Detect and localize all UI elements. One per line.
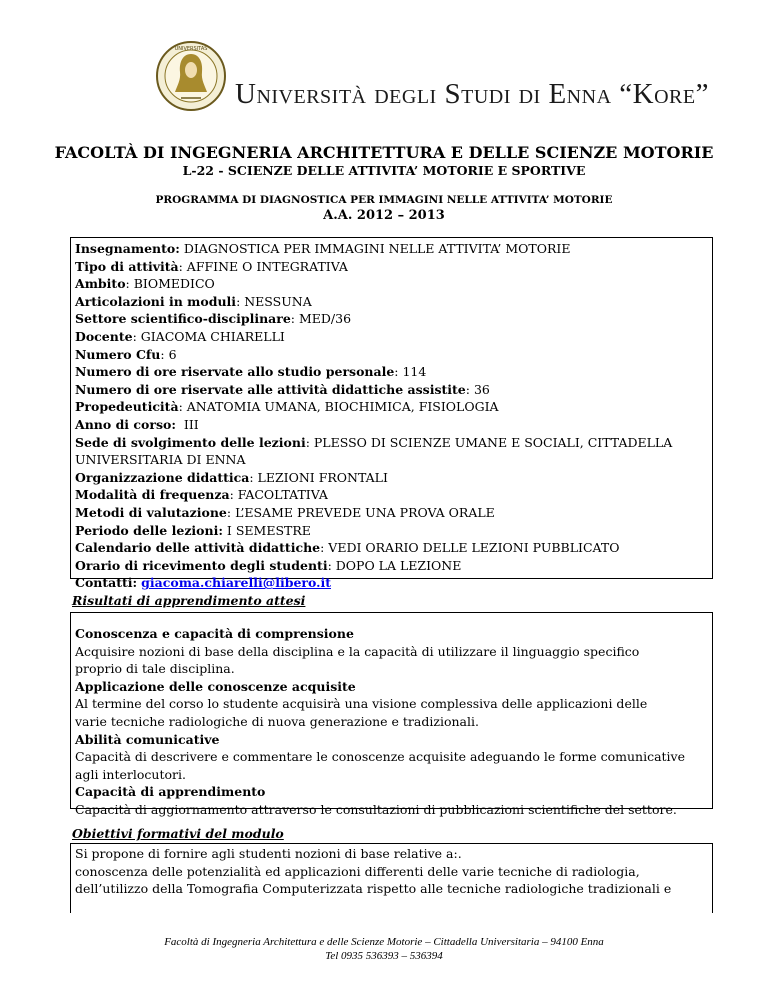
info-value: : FACOLTATIVA <box>229 487 328 503</box>
results-text: Al termine del corso lo studente acquisirà una visione complessiva delle applicazioni delle <box>75 696 648 712</box>
info-value: III <box>175 416 199 432</box>
results-subheading: Conoscenza e capacità di comprensione <box>75 626 354 641</box>
info-row <box>75 416 708 434</box>
info-row <box>75 504 708 522</box>
contacts-line <box>75 574 708 592</box>
course-info-box <box>70 237 713 591</box>
results-subheading: Applicazione delle conoscenze acquisite <box>75 678 356 694</box>
info-row <box>75 557 708 575</box>
info-label: Ambito <box>75 276 126 292</box>
info-value: : PLESSO DI SCIENZE UMANE E SOCIALI, CITTADELLA <box>305 434 673 450</box>
info-row <box>75 522 708 540</box>
course-subtitle: L-22 - SCIENZE DELLE ATTIVITA’ MOTORIE E SPORTIVE <box>182 163 586 178</box>
info-label: Tipo di attività <box>75 258 179 274</box>
info-row <box>75 363 708 381</box>
info-value: UNIVERSITARIA DI ENNA <box>75 452 246 468</box>
results-section-title: Risultati di apprendimento attesi <box>72 593 306 608</box>
results-subheading: Abilità comunicative <box>75 731 220 747</box>
footer-address: Facoltà di Ingegneria Architettura e delle Scienze Motorie – Cittadella Universitaria – 94100 Enna <box>164 936 604 948</box>
info-value: : MED/36 <box>290 311 352 327</box>
info-label: Settore scientifico-disciplinare <box>75 311 291 327</box>
letterhead <box>0 0 768 140</box>
objectives-text: Si propone di fornire agli studenti nozioni di base relative a:. <box>75 846 462 861</box>
svg-text:UNIVERSITAS: UNIVERSITAS <box>174 46 208 52</box>
info-row <box>75 240 708 258</box>
info-row <box>75 539 708 557</box>
info-label: Calendario delle attività didattiche <box>75 540 321 556</box>
info-label: Sede di svolgimento delle lezioni <box>75 434 306 450</box>
results-list <box>75 625 708 819</box>
info-label: Propedeuticità <box>75 399 179 415</box>
info-label: Numero Cfu <box>75 346 161 362</box>
info-row <box>75 434 708 452</box>
info-value: : 114 <box>394 364 427 380</box>
info-value: : 6 <box>160 346 177 362</box>
results-text: Capacità di aggiornamento attraverso le consultazioni di pubblicazioni scientifiche del settore. <box>75 801 677 817</box>
info-label: Orario di ricevimento degli studenti <box>75 557 328 573</box>
objectives-text: dell’utilizzo della Tomografia Computerizzata rispetto alle tecniche radiologiche tradizionali e <box>75 881 672 897</box>
results-text: proprio di tale disciplina. <box>75 661 235 677</box>
info-value: : AFFINE O INTEGRATIVA <box>178 258 348 274</box>
info-label: Docente <box>75 328 133 344</box>
info-value: DIAGNOSTICA PER IMMAGINI NELLE ATTIVITA’ MOTORIE <box>179 241 571 256</box>
info-row <box>75 398 708 416</box>
info-row <box>75 275 708 293</box>
footer-phone: Tel 0935 536393 – 536394 <box>325 950 443 962</box>
info-label: Articolazioni in moduli <box>75 293 237 309</box>
info-label: Numero di ore riservate alle attività didattiche assistite <box>75 381 466 397</box>
info-value: : NESSUNA <box>236 293 312 309</box>
results-text: agli interlocutori. <box>75 766 186 782</box>
info-row <box>75 381 708 399</box>
info-label: Modalità di frequenza <box>75 487 230 503</box>
info-value: : LEZIONI FRONTALI <box>249 469 388 485</box>
info-value: : DOPO LA LEZIONE <box>327 557 462 573</box>
info-value: I SEMESTRE <box>222 522 311 538</box>
info-value: : ANATOMIA UMANA, BIOCHIMICA, FISIOLOGIA <box>178 399 499 415</box>
programme-title: PROGRAMMA DI DIAGNOSTICA PER IMMAGINI NELLE ATTIVITA’ MOTORIE <box>155 194 613 206</box>
objectives-text: conoscenza delle potenzialità ed applicazioni differenti delle varie tecniche di radiologia, <box>75 863 640 879</box>
info-row <box>75 346 708 364</box>
results-text: Acquisire nozioni di base della disciplina e la capacità di utilizzare il linguaggio specifico <box>75 643 640 659</box>
results-subheading: Capacità di apprendimento <box>75 784 266 800</box>
academic-year: A.A. 2012 – 2013 <box>323 208 445 223</box>
info-label: Insegnamento: <box>75 241 180 256</box>
course-info-list <box>75 240 708 574</box>
contacts-label: Contatti: <box>75 575 138 591</box>
info-value: : BIOMEDICO <box>125 276 215 292</box>
info-row <box>75 486 708 504</box>
info-row <box>75 310 708 328</box>
university-name: Università degli Studi di Enna “Kore” <box>235 78 709 110</box>
info-row <box>75 469 708 487</box>
contact-email-link[interactable]: giacoma.chiarelli@libero.it <box>141 575 331 591</box>
info-label: Metodi di valutazione <box>75 504 227 520</box>
info-value: : GIACOMA CHIARELLI <box>132 328 285 344</box>
info-row <box>75 258 708 276</box>
info-label: Numero di ore riservate allo studio personale <box>75 364 395 380</box>
faculty-title: FACOLTÀ DI INGEGNERIA ARCHITETTURA E DELLE SCIENZE MOTORIE <box>54 143 714 162</box>
info-row <box>75 451 708 469</box>
objectives-list <box>75 845 708 898</box>
info-row <box>75 293 708 311</box>
info-label: Organizzazione didattica <box>75 469 250 485</box>
info-row <box>75 328 708 346</box>
objectives-section-title: Obiettivi formativi del modulo <box>72 826 284 841</box>
info-label: Anno di corso: <box>75 416 176 432</box>
info-value: : L’ESAME PREVEDE UNA PROVA ORALE <box>226 504 495 520</box>
results-text: Capacità di descrivere e commentare le conoscenze acquisite adeguando le forme comunicative <box>75 749 685 765</box>
info-value: : VEDI ORARIO DELLE LEZIONI PUBBLICATO <box>320 540 620 556</box>
results-box <box>70 612 713 817</box>
info-label: Periodo delle lezioni: <box>75 522 223 538</box>
objectives-box <box>70 843 713 913</box>
info-value: : 36 <box>465 381 490 397</box>
university-seal-logo <box>155 40 227 112</box>
results-text: varie tecniche radiologiche di nuova generazione e tradizionali. <box>75 713 479 729</box>
